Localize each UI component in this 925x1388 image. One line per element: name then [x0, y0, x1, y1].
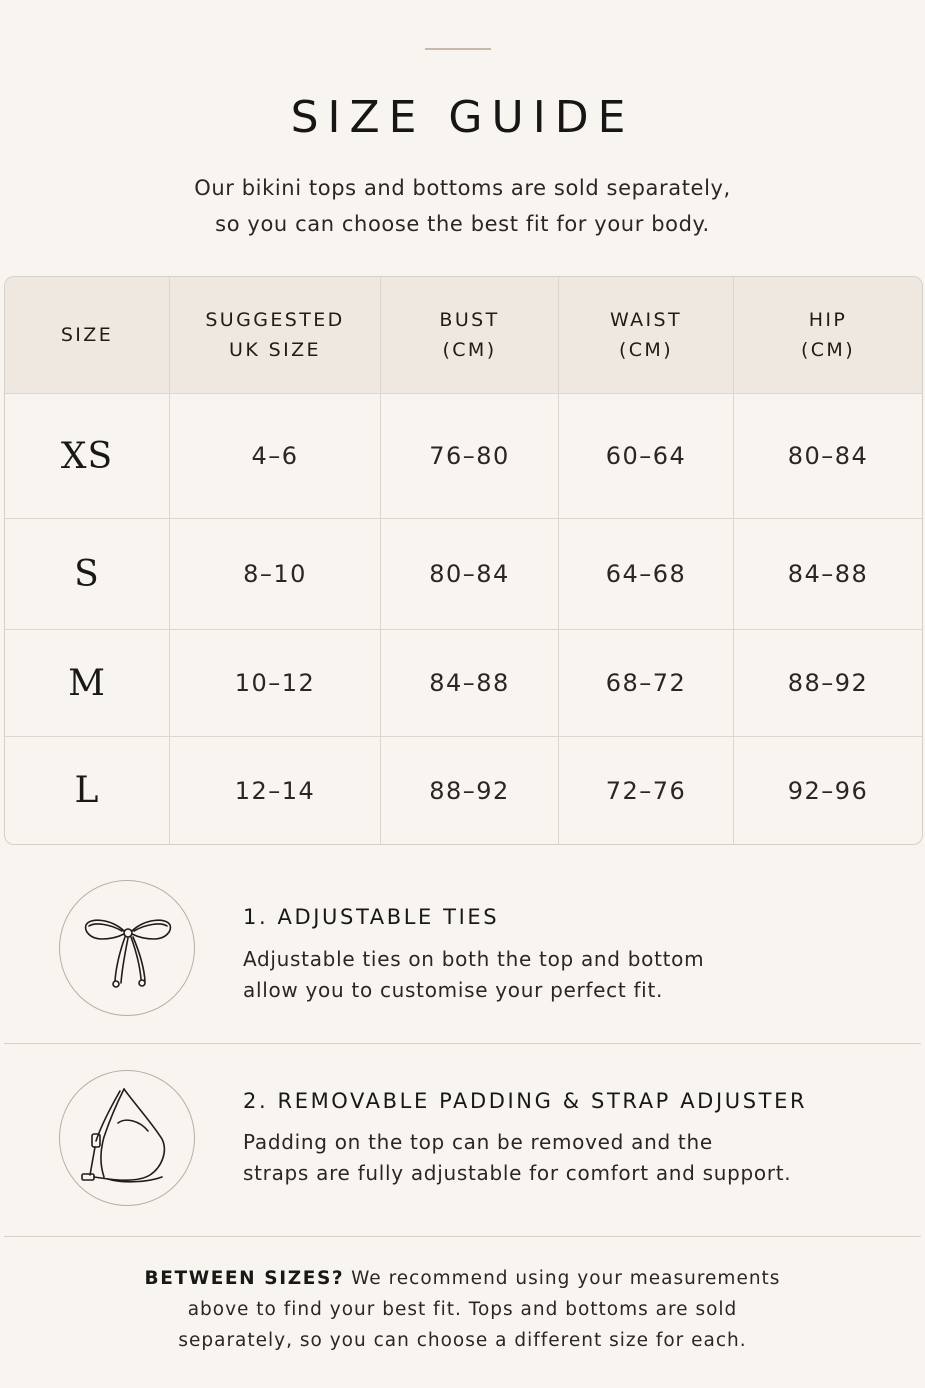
footer-line-1-rest: We recommend using your measurements — [344, 1268, 781, 1289]
header-bust-line1: BUST — [439, 309, 500, 331]
header-uk-size-line2: UK SIZE — [229, 339, 321, 361]
header-bust-line2: (CM) — [442, 339, 497, 361]
feature-desc-line-2: straps are fully adjustable for comfort and support. — [243, 1161, 792, 1185]
waist-cell: 60–64 — [558, 394, 733, 518]
page-title: SIZE GUIDE — [290, 92, 635, 143]
bust-cell: 84–88 — [380, 630, 558, 736]
section-divider — [4, 1043, 921, 1044]
bikini-top-icon — [59, 1070, 195, 1206]
feature-desc-line-2: allow you to customise your perfect fit. — [243, 978, 664, 1002]
feature-description — [243, 1127, 791, 1189]
uk-size-cell: 12–14 — [169, 737, 380, 844]
bow-icon — [59, 880, 195, 1016]
table-header-row — [5, 277, 922, 393]
bust-cell: 80–84 — [380, 519, 558, 629]
bust-cell: 88–92 — [380, 737, 558, 844]
feature-desc-line-1: Adjustable ties on both the top and bottom — [243, 947, 705, 971]
feature-adjustable-ties — [0, 878, 925, 1018]
hip-cell: 80–84 — [733, 394, 922, 518]
header-waist-line1: WAIST — [609, 309, 682, 331]
footer-lead: BETWEEN SIZES? — [144, 1268, 345, 1289]
size-cell: S — [74, 553, 100, 595]
intro-text — [0, 170, 925, 242]
uk-size-cell: 8–10 — [169, 519, 380, 629]
table-row — [5, 518, 922, 629]
size-table — [4, 276, 923, 845]
intro-line-2: so you can choose the best fit for your body. — [215, 212, 710, 236]
size-cell: L — [74, 770, 100, 811]
header-hip-line2: (CM) — [800, 339, 856, 361]
header-size — [5, 277, 169, 393]
size-cell: XS — [60, 435, 114, 477]
top-accent-rule — [425, 48, 491, 50]
table-row — [5, 736, 922, 844]
hip-cell: 84–88 — [733, 519, 922, 629]
table-row — [5, 393, 922, 518]
intro-line-1: Our bikini tops and bottoms are sold separately, — [194, 176, 731, 200]
hip-cell: 92–96 — [733, 737, 922, 844]
header-bust — [380, 277, 558, 393]
waist-cell: 68–72 — [558, 630, 733, 736]
header-hip-line1: HIP — [808, 309, 848, 331]
header-waist — [558, 277, 733, 393]
header-uk-size — [169, 277, 380, 393]
bust-cell: 76–80 — [380, 394, 558, 518]
footer-line-2: above to find your best fit. Tops and bottoms are sold — [187, 1299, 738, 1320]
table-row — [5, 629, 922, 736]
feature-desc-line-1: Padding on the top can be removed and the — [243, 1130, 713, 1154]
section-divider — [4, 1236, 921, 1237]
header-hip — [733, 277, 922, 393]
uk-size-cell: 10–12 — [169, 630, 380, 736]
footer-line-3: separately, so you can choose a different size for each. — [178, 1330, 747, 1351]
header-uk-size-line1: SUGGESTED — [205, 309, 345, 331]
size-cell: M — [68, 662, 106, 704]
uk-size-cell: 4–6 — [169, 394, 380, 518]
feature-title: 1. ADJUSTABLE TIES — [243, 905, 500, 929]
waist-cell: 72–76 — [558, 737, 733, 844]
feature-description — [243, 944, 704, 1006]
feature-title: 2. REMOVABLE PADDING & STRAP ADJUSTER — [243, 1089, 808, 1113]
waist-cell: 64–68 — [558, 519, 733, 629]
hip-cell: 88–92 — [733, 630, 922, 736]
feature-removable-padding — [0, 1070, 925, 1210]
footer-line-1 — [0, 1263, 925, 1294]
between-sizes-note — [0, 1263, 925, 1356]
header-waist-line2: (CM) — [618, 339, 674, 361]
header-size-label: SIZE — [60, 324, 114, 346]
